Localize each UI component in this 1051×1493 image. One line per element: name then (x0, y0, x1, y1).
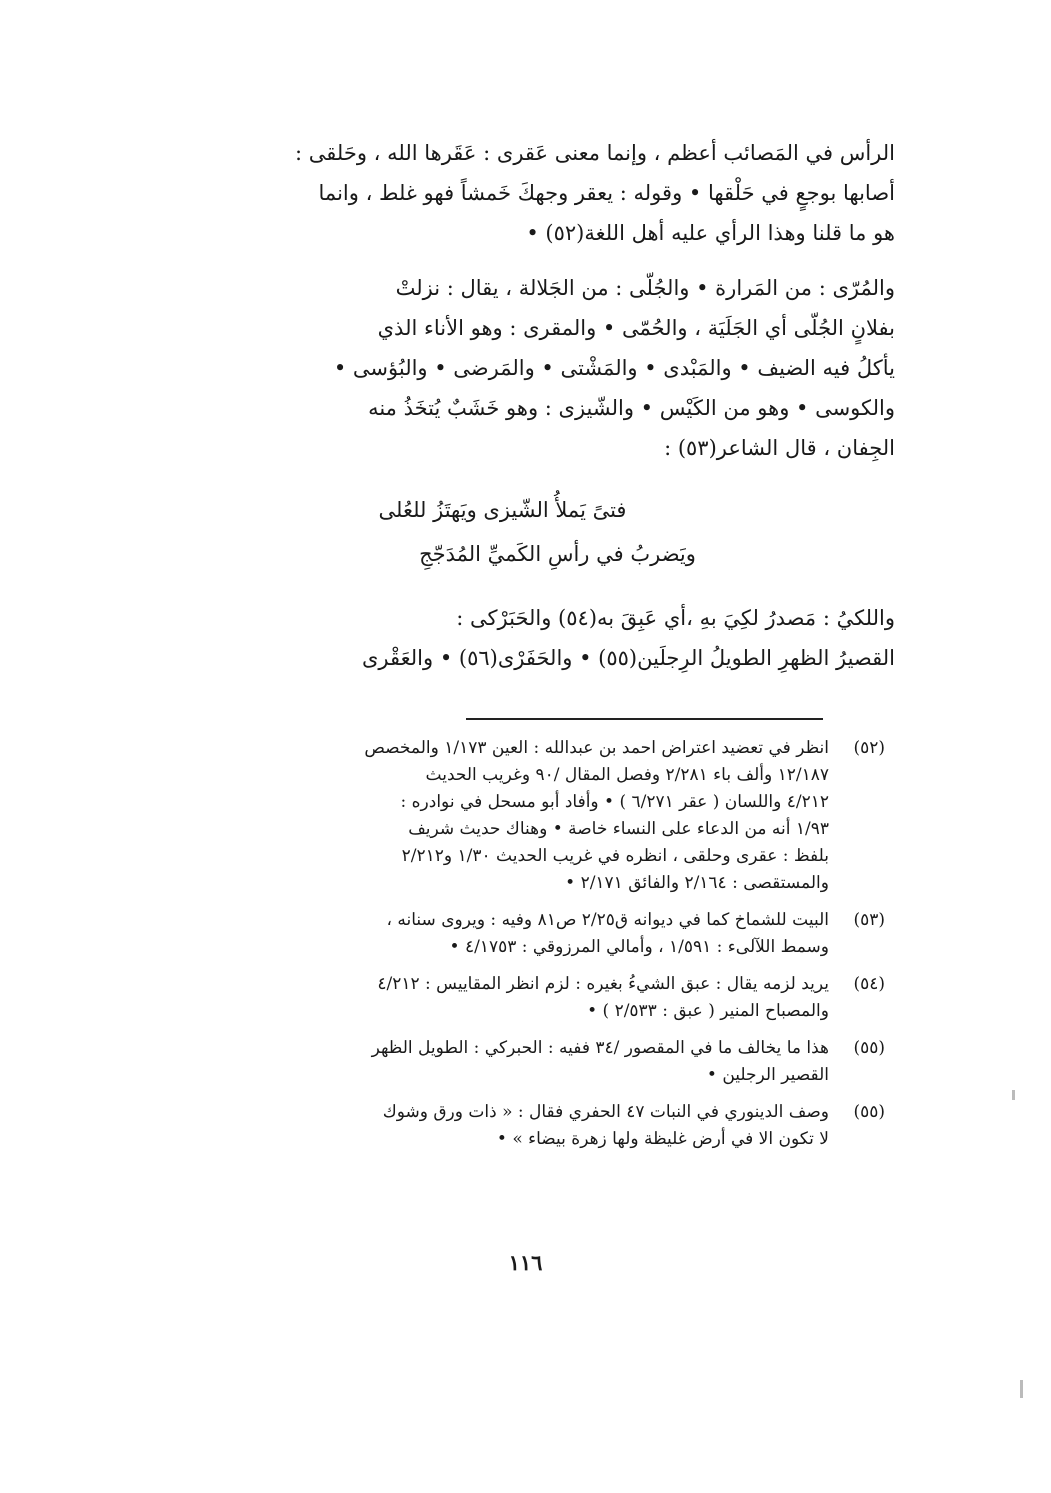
verse-line-2: ويَضربُ في رأسِ الكَميِّ المُدَجّجِ (419, 542, 696, 566)
footnote-divider (466, 718, 823, 720)
text-line: بفلانٍ الجُلّى أي الجَلَيَة ، والحُمّى • والمقرى : وهو الأناء الذي (377, 316, 895, 340)
body-paragraph-3 (150, 598, 895, 678)
text-line: هو ما قلنا وهذا الرأي عليه أهل اللغة(٥٢) • (526, 221, 895, 245)
footnote-line: وسمط اللآلىء : ١/٥٩١ ، وأمالي المرزوقي : ٤/١٧٥٣ • (449, 937, 829, 957)
footnote-line: ٤/٢١٢ واللسان ( عقر ٦/٢٧١ ) • وأفاد أبو مسحل في نوادره : (400, 792, 829, 812)
text-line: والمُرّى : من المَرارة • والجُلّى : من الجَلالة ، يقال : نزلتْ (395, 276, 895, 300)
footnote-line: هذا ما يخالف ما في المقصور /٣٤ ففيه : الحبركي : الطويل الظهر (371, 1038, 829, 1058)
verse-line-1: فتىً يَملأُ الشّيزى ويَهتَزُ للعُلى (378, 498, 627, 522)
footnote-line: وصف الدينوري في النبات ٤٧ الحفري فقال : « ذات ورق وشوك (382, 1102, 829, 1122)
text-line: واللكيُ : مَصدرُ لكِيَ بهِ ،أي عَبِقَ به(٥٤) والحَبَرْكى : (456, 606, 895, 630)
text-line: الرأس في المَصائب أعظم ، وإنما معنى عَقرى : عَقَرها الله ، وحَلقى : (295, 141, 895, 165)
footnote-55-b (162, 1099, 885, 1153)
footnote-text (162, 907, 829, 961)
footnote-52 (162, 735, 885, 897)
footnote-number: (٥٤) (853, 974, 885, 994)
footnote-line: القصير الرجلين • (706, 1065, 829, 1085)
text-line: القصيرُ الظهرِ الطويلُ الرِجلَين(٥٥) • والحَفَرْى(٥٦) • والعَقْرى (362, 646, 895, 670)
footnote-line: والمستقصى : ٢/١٦٤ والفائق ٢/١٧١ • (565, 873, 829, 893)
footnote-55 (162, 1035, 885, 1089)
footnote-number: (٥٥) (853, 1038, 885, 1058)
footnote-text (162, 735, 829, 897)
footnote-line: ١/٩٣ أنه من الدعاء على النساء خاصة • وهناك حديث شريف (408, 819, 829, 839)
body-paragraph-1 (150, 133, 895, 253)
footnote-line: والمصباح المنير ( عبق : ٢/٥٣٣ ) • (587, 1001, 829, 1021)
poetry-verse (150, 498, 895, 586)
footnote-text (162, 1035, 829, 1089)
footnote-line: لا تكون الا في أرض غليظة ولها زهرة بيضاء » • (496, 1129, 829, 1149)
text-line: والكوسى • وهو من الكَيْس • والشّيزى : وهو خَشَبٌ يُتخَذُ منه (368, 396, 895, 420)
footnote-text (162, 971, 829, 1025)
text-line: الجِفان ، قال الشاعر(٥٣) : (664, 436, 895, 460)
scan-mark (1012, 1090, 1015, 1100)
text-line: يأكلُ فيه الضيف • والمَبْدى • والمَشْتى • والمَرضى • والبُؤسى • (333, 356, 895, 380)
footnote-text (162, 1099, 829, 1153)
footnote-line: يريد لزمه يقال : عبق الشيءُ بغيره : لزم انظر المقاييس : ٤/٢١٢ (377, 974, 829, 994)
text-line: أصابها بوجعٍ في حَلْقها • وقوله : يعقر وجهكَ خَمشاً فهو غلط ، وانما (318, 181, 895, 205)
footnote-line: ١٢/١٨٧ وألف باء ٢/٢٨١ وفصل المقال /٩٠ وغريب الحديث (425, 765, 829, 785)
footnote-number: (٥٣) (853, 910, 885, 930)
footnote-54 (162, 971, 885, 1025)
footnote-line: بلفظ : عقرى وحلقى ، انظره في غريب الحديث ١/٣٠ و٢/٢١٢ (401, 846, 829, 866)
footnotes (162, 735, 885, 1163)
footnote-line: البيت للشماخ كما في ديوانه ق٢/٢٥ ص٨١ وفيه : ويروى سنانه ، (386, 910, 829, 930)
footnote-number: (٥٥) (853, 1102, 885, 1122)
page-number: ١١٦ (508, 1250, 543, 1275)
footnote-53 (162, 907, 885, 961)
footnote-line: انظر في تعضيد اعتراض احمد بن عبدالله : العين ١/١٧٣ والمخصص (364, 738, 829, 758)
scan-mark (1020, 1380, 1023, 1398)
body-paragraph-2 (150, 268, 895, 468)
footnote-number: (٥٢) (853, 738, 885, 758)
